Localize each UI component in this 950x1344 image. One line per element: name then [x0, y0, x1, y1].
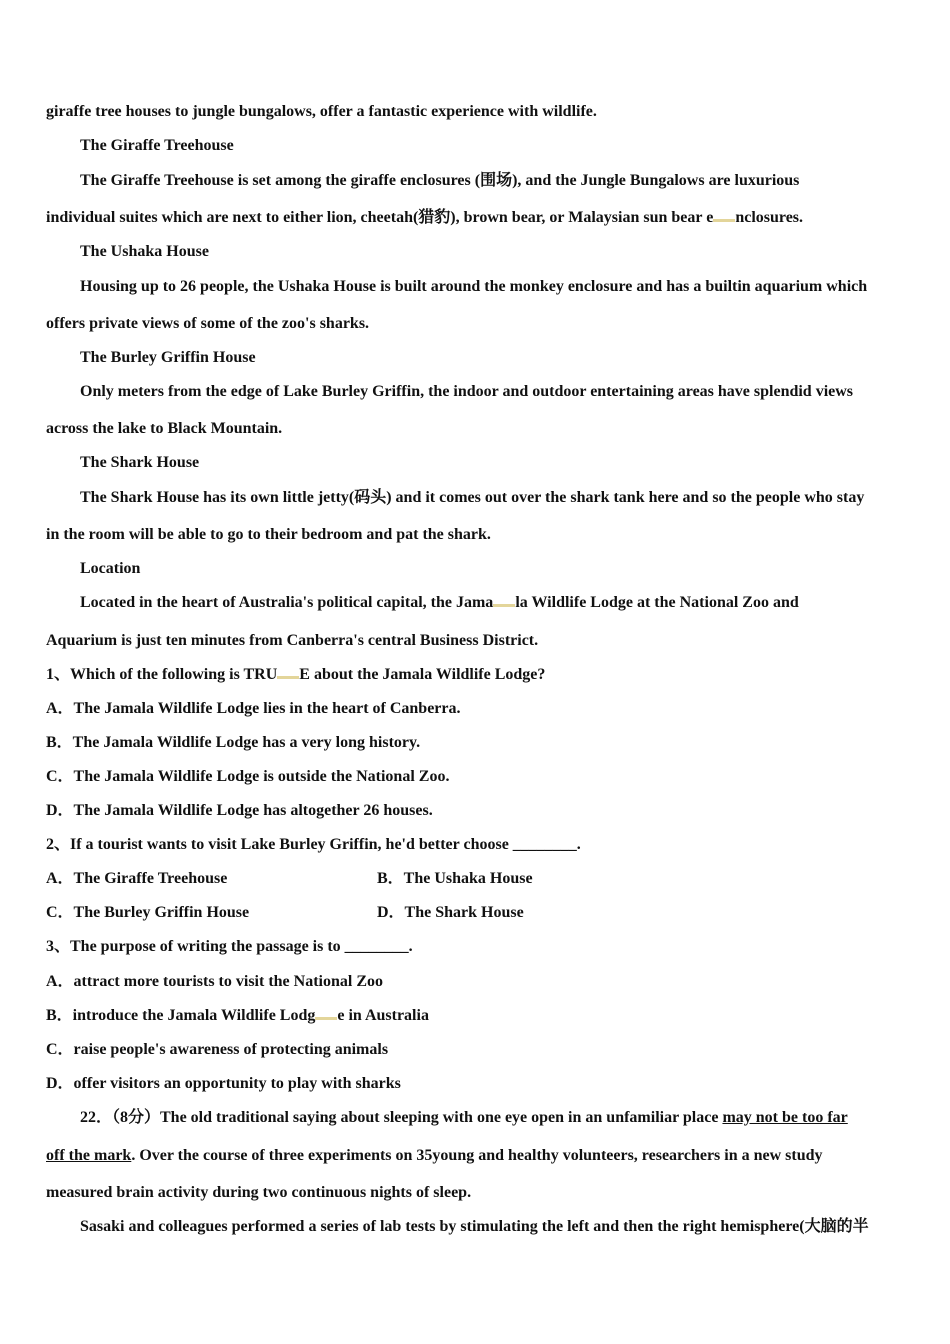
q1-option-b: B．The Jamala Wildlife Lodge has a very long history.	[46, 734, 421, 751]
highlight-mark	[713, 210, 735, 222]
passage-line: Aquarium is just ten minutes from Canberra's central Business District.	[46, 632, 539, 649]
q3-option-b	[46, 1006, 429, 1026]
text-fragment: 22．（8分）The old traditional saying about sleeping with one eye open in an unfamiliar place	[80, 1109, 723, 1126]
text-fragment: B．introduce the Jamala Wildlife Lodg	[46, 1007, 316, 1024]
underlined-phrase: off the mark	[46, 1147, 132, 1164]
section-22-line	[46, 1146, 823, 1166]
text-fragment: . Over the course of three experiments on 35young and healthy volunteers, researchers in a new study	[131, 1147, 823, 1164]
heading-location: Location	[80, 560, 141, 577]
heading-shark-house: The Shark House	[80, 454, 200, 471]
q1-option-d: D．The Jamala Wildlife Lodge has altogether 26 houses.	[46, 802, 433, 819]
section-22-line: measured brain activity during two continuous nights of sleep.	[46, 1184, 472, 1201]
text-fragment: 1、Which of the following is TRU	[46, 666, 278, 683]
passage-line: Only meters from the edge of Lake Burley Griffin, the indoor and outdoor entertaining areas have splendid views	[80, 383, 854, 400]
passage-line: in the room will be able to go to their bedroom and pat the shark.	[46, 526, 491, 543]
heading-giraffe-treehouse: The Giraffe Treehouse	[80, 137, 234, 154]
passage-line	[80, 593, 799, 613]
q3-option-a: A．attract more tourists to visit the National Zoo	[46, 973, 383, 990]
q2-option-c: C．The Burley Griffin House	[46, 904, 250, 921]
question-2: 2、If a tourist wants to visit Lake Burley Griffin, he'd better choose ________.	[46, 836, 581, 853]
text-fragment: individual suites which are next to either lion, cheetah(猎豹), brown bear, or Malaysian sun bear e	[46, 209, 714, 226]
highlight-mark	[315, 1008, 337, 1020]
q2-option-d: D．The Shark House	[377, 904, 524, 921]
underlined-phrase: may not be too far	[722, 1109, 848, 1126]
text-fragment: E about the Jamala Wildlife Lodge?	[299, 666, 546, 683]
text-fragment: Located in the heart of Australia's political capital, the Jama	[80, 594, 494, 611]
q2-option-b: B．The Ushaka House	[377, 870, 533, 887]
passage-line: The Shark House has its own little jetty(码头) and it comes out over the shark tank here and so the people who stay	[80, 489, 865, 506]
highlight-mark	[493, 595, 515, 607]
heading-ushaka-house: The Ushaka House	[80, 243, 209, 260]
q1-option-a: A．The Jamala Wildlife Lodge lies in the heart of Canberra.	[46, 700, 461, 717]
passage-line: The Giraffe Treehouse is set among the giraffe enclosures (围场), and the Jungle Bungalows are luxurious	[80, 172, 800, 189]
section-22-line	[80, 1108, 848, 1128]
question-3: 3、The purpose of writing the passage is to ________.	[46, 938, 413, 955]
text-fragment: la Wildlife Lodge at the National Zoo and	[515, 594, 799, 611]
passage-line: offers private views of some of the zoo's sharks.	[46, 315, 370, 332]
q3-option-c: C．raise people's awareness of protecting animals	[46, 1041, 389, 1058]
text-fragment: e in Australia	[337, 1007, 429, 1024]
heading-burley-griffin-house: The Burley Griffin House	[80, 349, 256, 366]
passage-line	[46, 208, 803, 228]
text-fragment: nclosures.	[735, 209, 804, 226]
passage-line: Housing up to 26 people, the Ushaka House is built around the monkey enclosure and has a builtin aquarium which	[80, 278, 868, 295]
passage-line: giraffe tree houses to jungle bungalows, offer a fantastic experience with wildlife.	[46, 103, 597, 120]
section-22-line: Sasaki and colleagues performed a series of lab tests by stimulating the left and then the right hemisphere(大脑的半	[80, 1218, 869, 1235]
question-1	[46, 665, 545, 685]
q2-option-a: A．The Giraffe Treehouse	[46, 870, 228, 887]
passage-line: across the lake to Black Mountain.	[46, 420, 283, 437]
q1-option-c: C．The Jamala Wildlife Lodge is outside the National Zoo.	[46, 768, 450, 785]
q3-option-d: D．offer visitors an opportunity to play with sharks	[46, 1075, 401, 1092]
highlight-mark	[277, 667, 299, 679]
